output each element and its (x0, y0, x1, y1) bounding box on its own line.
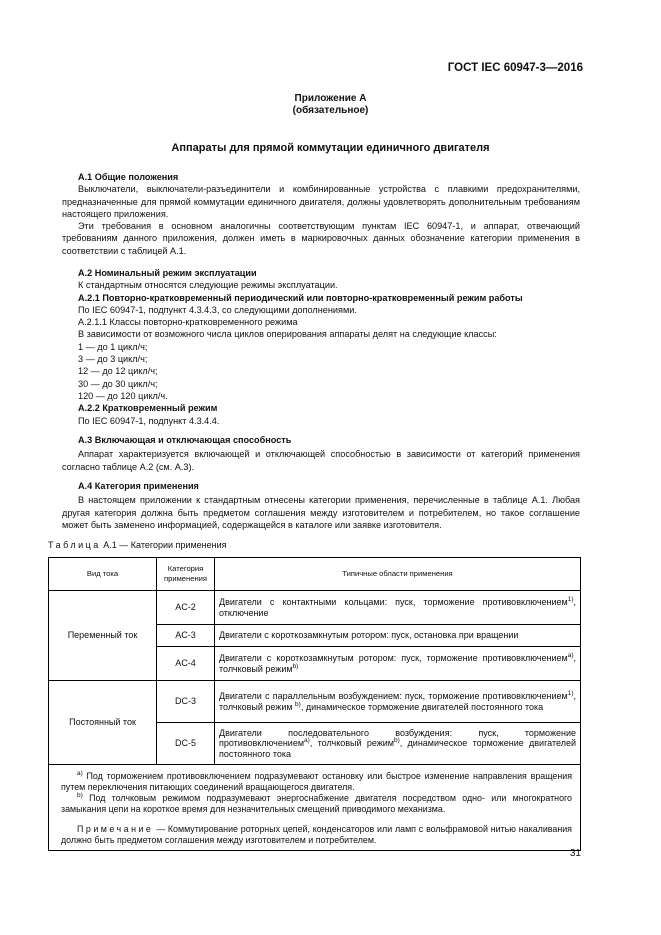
section-a2 (62, 267, 580, 427)
col-header-applications: Типичные области применения (215, 558, 581, 591)
table-row (49, 681, 581, 723)
category-cell: AC-4 (157, 647, 215, 681)
section-a4-text: В настоящем приложении к стандартным отнесены категории применения, перечисленные в таблице А.1. Любая другая категория должна быть предметом соглашения между изготовителем и потребителем, но такое соглашение может быть заменено информацией, содержащейся в каталоге или заявке изготовителя. (62, 495, 580, 530)
page-number: 31 (569, 848, 581, 859)
col-header-category: Категория применения (157, 558, 215, 591)
app-text: Двигатели с короткозамкнутым ротором: пуск, торможение противовключением (219, 653, 568, 663)
note-word: Примечание (77, 824, 154, 834)
app-text: , динамическое торможение двигателей постоянного тока (300, 701, 544, 712)
table-caption-text: А.1 — Категории применения (100, 540, 227, 550)
section-a3 (62, 434, 580, 473)
table-footnotes-row (49, 765, 581, 851)
section-a3-text: Аппарат характеризуется включающей и отключающей способностью в зависимости от категорий применения согласно таблице А.2 (см. А.3). (62, 449, 580, 472)
annex-status: (обязательное) (292, 105, 369, 116)
app-text: , толчковый режим (219, 653, 576, 674)
footnote-ref: а) (567, 652, 574, 659)
app-text: Двигатели с короткозамкнутым ротором: пуск, остановка при вращении (219, 630, 519, 641)
section-a1-p1: Выключатели, выключатели-разъединители и комбинированные устройства с плавкими предохранителями, предназначенные для прямой коммутации единичного двигателя, должны удовлетворять дополнительным требованиям настоящего приложения. (62, 184, 580, 219)
category-cell: AC-2 (157, 591, 215, 625)
footnote-mark: а) (77, 770, 83, 778)
section-a22-title: А.2.2 Кратковременный режим (78, 403, 218, 414)
application-cell (215, 723, 581, 765)
class-item: 3 — до 3 цикл/ч; (78, 354, 148, 365)
annex-heading: Аппараты для прямой коммутации единичного двигателя (171, 142, 490, 154)
table-footnotes (49, 765, 581, 851)
category-cell: AC-3 (157, 625, 215, 647)
application-cell (215, 647, 581, 681)
app-text: , динамическое торможение двигателей постоянного тока (219, 738, 576, 759)
table-note (61, 824, 572, 846)
class-item: 30 — до 30 цикл/ч; (78, 378, 158, 389)
footnote-ref: b) (295, 700, 301, 708)
current-type-dc: Постоянный ток (49, 681, 157, 765)
section-a1-title: А.1 Общие положения (78, 172, 179, 182)
section-a3-title: А.3 Включающая и отключающая способность (78, 435, 292, 445)
note-text: — Коммутирование роторных цепей, конденсаторов или ламп с вольфрамовой нитью накаливания должно быть предметом соглашения между изготовителем и потребителем. (61, 824, 572, 845)
class-item: 1 — до 1 цикл/ч; (78, 341, 148, 352)
section-a4-title: А.4 Категория применения (78, 481, 199, 491)
footnote-ref: 1) (567, 596, 574, 603)
table-caption (48, 540, 226, 550)
footnote-mark: b) (77, 792, 83, 800)
section-a211-title: А.2.1.1 Классы повторно-кратковременного режима (78, 317, 298, 328)
category-cell: DC-3 (157, 681, 215, 723)
footnote-a (61, 771, 572, 793)
current-type-ac: Переменный ток (49, 591, 157, 681)
app-text: , толчковый режим (309, 738, 394, 749)
application-cell (215, 591, 581, 625)
section-a1-p2: Эти требования в основном аналогичны соответствующим пунктам IEC 60947-1, и аппарат, отвечающий требованиям данного приложения, должен иметь в маркировочных данных обозначение категории применения в соответствии с таблицей А.1. (62, 221, 580, 256)
class-item: 120 — до 120 цикл/ч. (78, 390, 168, 401)
footnote-ref: 1) (567, 690, 574, 697)
col-header-current: Вид тока (49, 558, 157, 591)
app-text: , толчковый режим (219, 691, 576, 712)
table-header-row (49, 558, 581, 591)
app-text: Двигатели с контактными кольцами: пуск, торможение противовключением (219, 597, 568, 607)
standard-header: ГОСТ IEC 60947-3—2016 (447, 62, 583, 74)
footnote-ref: b) (393, 737, 400, 745)
footnote-b (61, 793, 572, 815)
section-a2-title: А.2 Номинальный режим эксплуатации (78, 268, 257, 278)
classes-intro: В зависимости от возможного числа циклов оперирования аппараты делят на следующие классы: (78, 329, 497, 340)
table-row (49, 591, 581, 625)
section-a2-intro: К стандартным относятся следующие режимы эксплуатации. (78, 280, 338, 291)
app-text: , отключение (219, 597, 576, 618)
footnote-text: Под торможением противовключением подразумевают остановку или быстрое изменение направления вращения путем переключения питающих соединений вращающегося двигателя. (61, 771, 572, 792)
app-text: Двигатели последовательного возбуждения: пуск, торможение противовключением (219, 727, 576, 749)
section-a21-ref: По IEC 60947-1, подпункт 4.3.4.3, со следующими дополнениями. (78, 304, 357, 315)
section-a22-ref: По IEC 60947-1, подпункт 4.3.4.4. (78, 415, 220, 426)
app-text: Двигатели с параллельным возбуждением: пуск, торможение противовключением (219, 691, 568, 701)
application-cell (215, 681, 581, 723)
categories-table (48, 557, 581, 851)
footnote-text: Под толчковым режимом подразумевают энергоснабжение двигателя посредством одно- или многократного замыкания цепи на короткое время для незначительных смещений приводимого механизма. (61, 793, 572, 814)
section-a21-title: А.2.1 Повторно-кратковременный периодический или повторно-кратковременный режим работы (78, 292, 523, 303)
section-a4 (62, 480, 580, 531)
application-cell (215, 625, 581, 647)
table-caption-word: Таблица (48, 540, 101, 550)
annex-title: Приложение А (294, 93, 367, 104)
footnote-ref: а) (304, 737, 310, 745)
class-item: 12 — до 12 цикл/ч; (78, 366, 158, 377)
section-a1 (62, 171, 580, 257)
category-cell: DC-5 (157, 723, 215, 765)
footnote-ref: b) (292, 662, 299, 670)
